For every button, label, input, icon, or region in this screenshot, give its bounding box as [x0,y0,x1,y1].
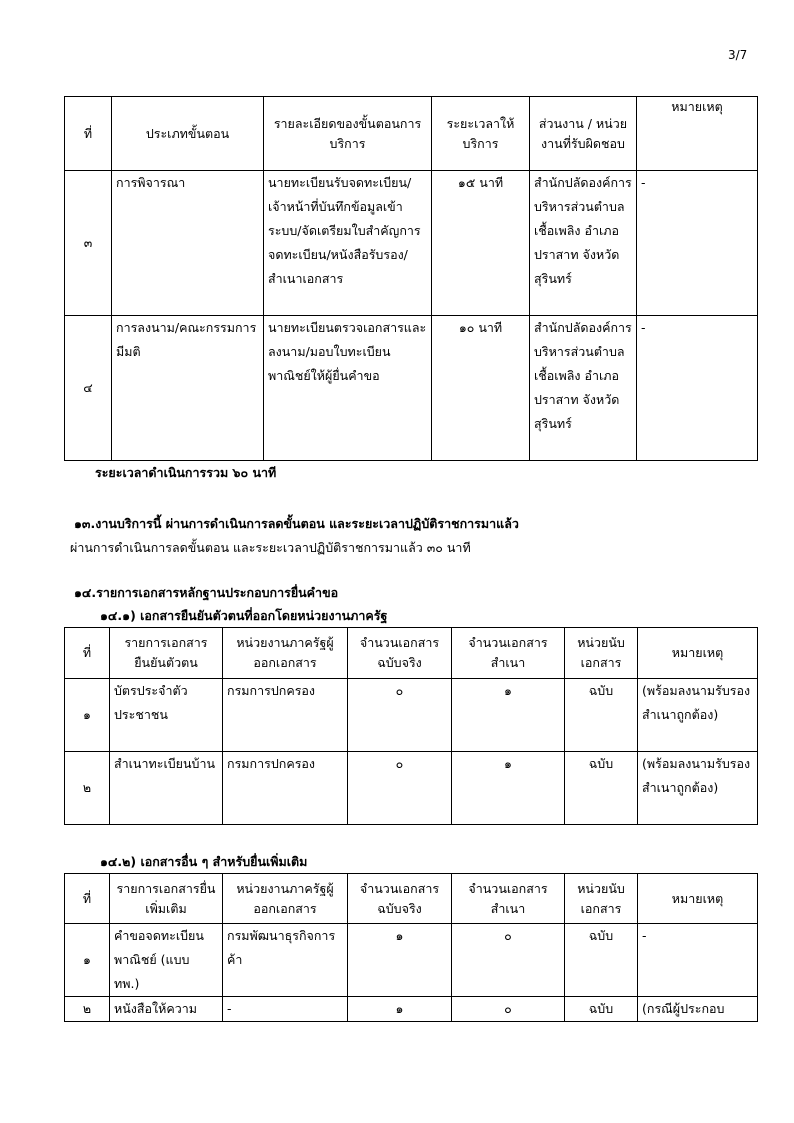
row-number: ๔ [65,316,112,461]
col-agency-header: หน่วยงานภาครัฐผู้ออกเอกสาร [223,628,348,679]
additional-docs-table [64,873,758,1022]
section14-title: ๑๔.รายการเอกสารหลักฐานประกอบการยื่นคำขอ [74,585,339,600]
step-unit: สำนักปลัดองค์การบริหารส่วนตำบลเชื้อเพลิง อำเภอปราสาท จังหวัดสุรินทร์ [530,316,637,461]
section13-title: ๑๓.งานบริการนี้ ผ่านการดำเนินการลดขั้นตอน และระยะเวลาปฏิบัติราชการมาแล้ว [74,516,519,531]
doc-unit: ฉบับ [565,924,638,997]
doc-unit: ฉบับ [565,679,638,752]
doc-original-count: ๑ [348,997,452,1022]
col-note-header: หมายเหตุ [638,628,758,679]
col-unit-header: หน่วยนับเอกสาร [565,874,638,924]
doc-unit: ฉบับ [565,752,638,825]
doc-name: หนังสือให้ความ [110,997,223,1022]
total-time: ระยะเวลาดำเนินการรวม ๖๐ นาที [95,465,277,480]
step-type: การพิจารณา [112,171,264,316]
doc-agency: กรมการปกครอง [223,679,348,752]
col-note-header: หมายเหตุ [637,97,758,171]
table-row [65,171,758,316]
doc-copy-count: ๐ [452,924,565,997]
col-agency-header: หน่วยงานภาครัฐผู้ออกเอกสาร [223,874,348,924]
doc-agency: กรมพัฒนาธุรกิจการค้า [223,924,348,997]
step-time: ๑๕ นาที [432,171,530,316]
doc-copy-count: ๐ [452,997,565,1022]
col-type-header: ประเภทขั้นตอน [112,97,264,171]
doc-note: (พร้อมลงนามรับรองสำเนาถูกต้อง) [638,679,758,752]
identity-docs-table [64,627,758,825]
doc-original-count: ๑ [348,924,452,997]
doc-note: - [638,924,758,997]
doc-copy-count: ๑ [452,679,565,752]
step-time: ๑๐ นาที [432,316,530,461]
table-row [65,316,758,461]
row-number: ๑ [65,679,110,752]
section13-text: ผ่านการดำเนินการลดขั้นตอน และระยะเวลาปฏิบัติราชการมาแล้ว ๓๐ นาที [70,540,471,555]
table-row [65,997,758,1022]
table-row [65,752,758,825]
col-copy-header: จำนวนเอกสารสำเนา [452,874,565,924]
row-number: ๓ [65,171,112,316]
doc-original-count: ๐ [348,679,452,752]
col-no-header: ที่ [65,97,112,171]
step-detail: นายทะเบียนตรวจเอกสารและลงนาม/มอบใบทะเบียนพาณิชย์ให้ผู้ยื่นคำขอ [264,316,432,461]
doc-agency: กรมการปกครอง [223,752,348,825]
col-no-header: ที่ [65,874,110,924]
col-detail-header: รายละเอียดของขั้นตอนการบริการ [264,97,432,171]
row-number: ๒ [65,752,110,825]
doc-name: คำขอจดทะเบียนพาณิชย์ (แบบ ทพ.) [110,924,223,997]
doc-agency: - [223,997,348,1022]
col-original-header: จำนวนเอกสารฉบับจริง [348,874,452,924]
steps-table [64,96,758,461]
doc-note: (พร้อมลงนามรับรองสำเนาถูกต้อง) [638,752,758,825]
col-copy-header: จำนวนเอกสารสำเนา [452,628,565,679]
col-original-header: จำนวนเอกสารฉบับจริง [348,628,452,679]
page-number: 3/7 [728,48,748,62]
col-no-header: ที่ [65,628,110,679]
doc-original-count: ๐ [348,752,452,825]
row-number: ๒ [65,997,110,1022]
doc-unit: ฉบับ [565,997,638,1022]
doc-name: สำเนาทะเบียนบ้าน [110,752,223,825]
section14-sub1: ๑๔.๑) เอกสารยืนยันตัวตนที่ออกโดยหน่วยงานภาครัฐ [100,608,388,623]
step-detail: นายทะเบียนรับจดทะเบียน/เจ้าหน้าที่บันทึกข้อมูลเข้าระบบ/จัดเตรียมใบสำคัญการจดทะเบียน/หนังสือรับรอง/สำเนาเอกสาร [264,171,432,316]
table-row [65,679,758,752]
doc-note: (กรณีผู้ประกอบ [638,997,758,1022]
col-note-header: หมายเหตุ [638,874,758,924]
doc-copy-count: ๑ [452,752,565,825]
step-note: - [637,316,758,461]
col-doc-name-header: รายการเอกสารยื่นเพิ่มเติม [110,874,223,924]
table-row [65,924,758,997]
section14-sub2: ๑๔.๒) เอกสารอื่น ๆ สำหรับยื่นเพิ่มเติม [100,854,308,869]
step-note: - [637,171,758,316]
col-unit-header: หน่วยนับเอกสาร [565,628,638,679]
col-time-header: ระยะเวลาให้บริการ [432,97,530,171]
doc-name: บัตรประจำตัวประชาชน [110,679,223,752]
col-doc-name-header: รายการเอกสารยืนยันตัวตน [110,628,223,679]
col-unit-header: ส่วนงาน / หน่วยงานที่รับผิดชอบ [530,97,637,171]
step-unit: สำนักปลัดองค์การบริหารส่วนตำบลเชื้อเพลิง อำเภอปราสาท จังหวัดสุรินทร์ [530,171,637,316]
row-number: ๑ [65,924,110,997]
step-type: การลงนาม/คณะกรรมการมีมติ [112,316,264,461]
